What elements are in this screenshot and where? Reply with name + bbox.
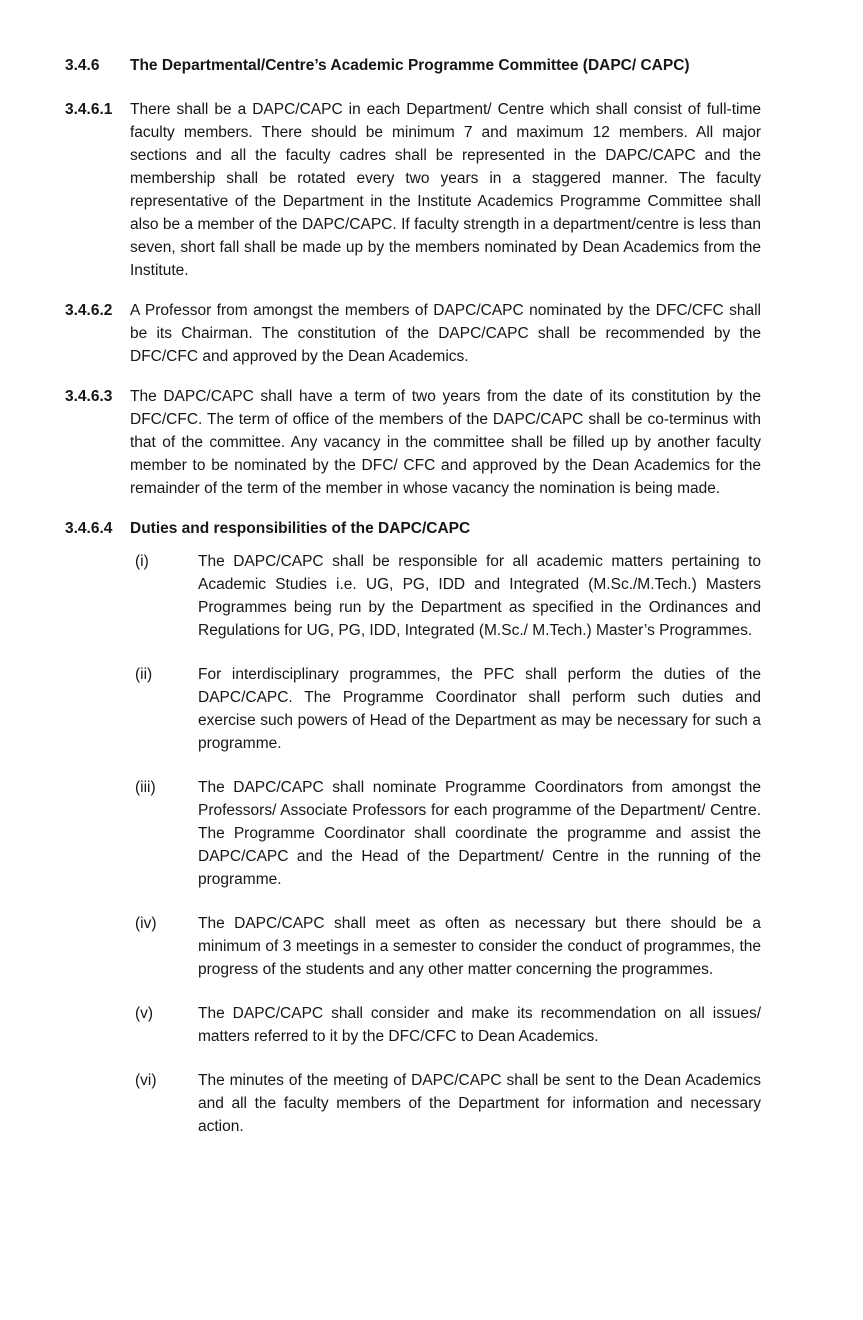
clause-3-4-6-3 [65, 385, 761, 500]
clause-text: There shall be a DAPC/CAPC in each Department/ Centre which shall consist of full-time faculty members. There should be minimum 7 and maximum 12 members. All major sections and all the faculty cadres shall be represented in the DAPC/CAPC and the membership shall be rotated every two years in a staggered manner. The faculty representative of the Department in the Institute Academics Programme Committee shall also be a member of the DAPC/CAPC. If faculty strength in a department/centre is less than seven, short fall shall be made up by the members nominated by Dean Academics from the Institute. [130, 101, 761, 279]
duty-text: The DAPC/CAPC shall nominate Programme Coordinators from amongst the Professors/ Associate Professors for each programme of the Department/ Centre. The Programme Coordinator shall coordinate the programme and assist the DAPC/CAPC and the Head of the Department/ Centre in the running of the programme. [198, 779, 761, 888]
duty-marker: (ii) [135, 666, 153, 683]
clause-3-4-6-4 [65, 517, 761, 540]
duties-list [65, 550, 761, 1138]
clause-subheading: Duties and responsibilities of the DAPC/CAPC [130, 520, 471, 537]
clause-text: The DAPC/CAPC shall have a term of two years from the date of its constitution by the DFC/CFC. The term of office of the members of the DAPC/CAPC shall be co-terminus with that of the committee. Any vacancy in the committee shall be filled up by another faculty member to be nominated by the DFC/ CFC and approved by the Dean Academics for the remainder of the term of the member in whose vacancy the nomination is being made. [130, 388, 761, 497]
clause-number: 3.4.6.2 [65, 302, 113, 319]
duty-marker: (vi) [135, 1072, 157, 1089]
duty-marker: (iv) [135, 915, 157, 932]
duty-item-i [135, 550, 761, 642]
duty-text: The DAPC/CAPC shall meet as often as necessary but there should be a minimum of 3 meetings in a semester to consider the conduct of programmes, the progress of the students and any other matter concerning the programmes. [198, 915, 761, 978]
clause-number: 3.4.6.1 [65, 101, 113, 118]
duty-text: For interdisciplinary programmes, the PFC shall perform the duties of the DAPC/CAPC. The Programme Coordinator shall perform such duties and exercise such powers of Head of the Department as may be necessary for such a programme. [198, 666, 761, 752]
duty-item-iii [135, 776, 761, 891]
clause-3-4-6-2 [65, 299, 761, 368]
section-title: The Departmental/Centre’s Academic Programme Committee (DAPC/ CAPC) [130, 57, 690, 74]
duty-text: The DAPC/CAPC shall consider and make its recommendation on all issues/ matters referred to it by the DFC/CFC to Dean Academics. [198, 1005, 761, 1045]
duty-marker: (iii) [135, 779, 156, 796]
clause-number: 3.4.6.3 [65, 388, 113, 405]
section-heading [65, 54, 761, 77]
section-number: 3.4.6 [65, 57, 100, 74]
clause-3-4-6-1 [65, 98, 761, 282]
duty-marker: (v) [135, 1005, 154, 1022]
duty-text: The DAPC/CAPC shall be responsible for all academic matters pertaining to Academic Studies i.e. UG, PG, IDD and Integrated (M.Sc./M.Tech.) Masters Programmes being run by the Department as specified in the Ordinances and Regulations for UG, PG, IDD, Integrated (M.Sc./ M.Tech.) Master’s Programmes. [198, 553, 761, 639]
duty-item-ii [135, 663, 761, 755]
duty-item-v [135, 1002, 761, 1048]
duty-text: The minutes of the meeting of DAPC/CAPC shall be sent to the Dean Academics and all the faculty members of the Department for information and necessary action. [198, 1072, 761, 1135]
duty-item-vi [135, 1069, 761, 1138]
clause-number: 3.4.6.4 [65, 520, 113, 537]
clause-text: A Professor from amongst the members of DAPC/CAPC nominated by the DFC/CFC shall be its Chairman. The constitution of the DAPC/CAPC shall be recommended by the DFC/CFC and approved by the Dean Academics. [130, 302, 761, 365]
duty-marker: (i) [135, 553, 149, 570]
duty-item-iv [135, 912, 761, 981]
